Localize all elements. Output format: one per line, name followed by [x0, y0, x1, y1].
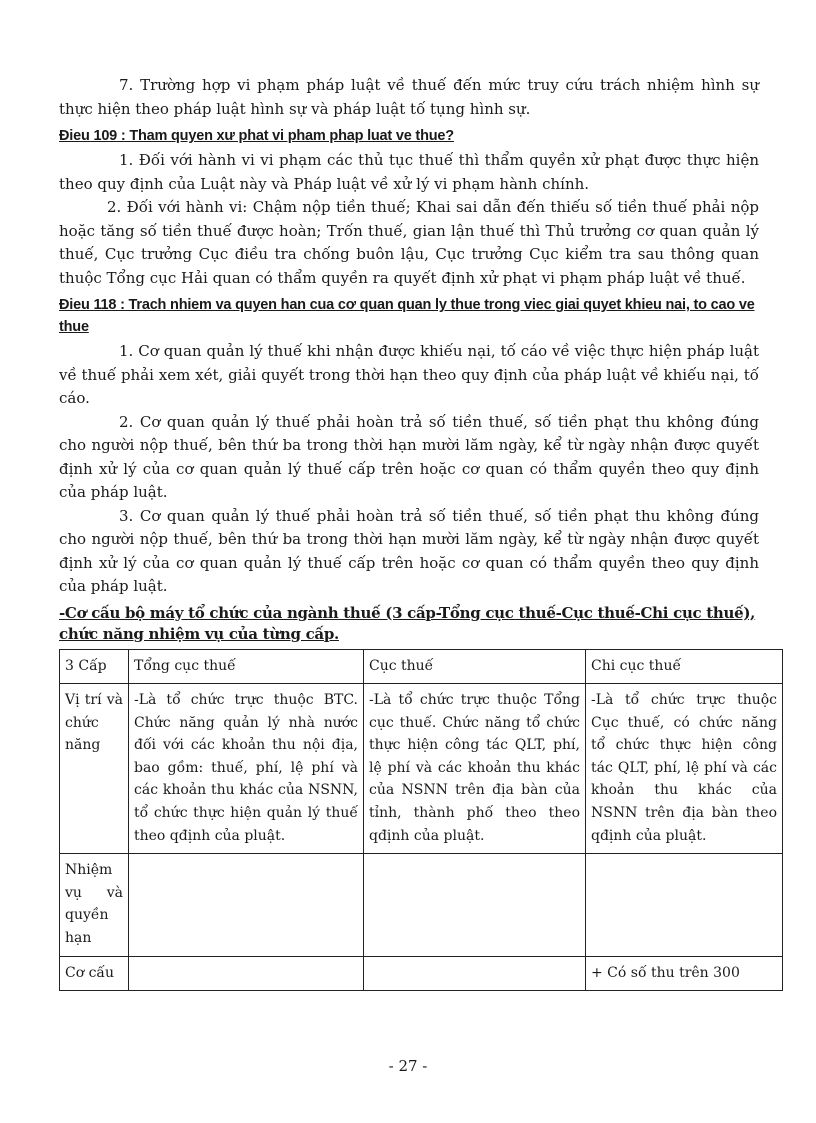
article-118-item-2: 2. Cơ quan quản lý thuế phải hoàn trả số tiền thuế, số tiền phạt thu không đúng cho người nộp thuế, bên thứ ba trong thời hạn mười lăm ngày, kể từ ngày nhận được quyết định xử lý của cơ quan quản lý thuế cấp trên hoặc cơ quan có thẩm quyền theo quy định của pháp luật.	[59, 412, 759, 501]
heading-article-118: Đieu 118 : Trach nhiem va quyen han cua cơ quan quan ly thue trong viec giai quyet khieu nai, to cao ve thue	[59, 297, 755, 335]
table-header-row	[60, 649, 783, 684]
table-cell	[129, 854, 364, 956]
table-cell: Vị trí và chức năng	[60, 684, 129, 854]
table-cell	[129, 956, 364, 991]
table-cell: -Là tổ chức trực thuộc BTC. Chức năng quản lý nhà nước đối với các khoản thu nội địa, bao gồm: thuế, phí, lệ phí và các khoản thu khác của NSNN, tổ chức thực hiện quản lý thuế theo qđịnh của pluật.	[129, 684, 364, 854]
table-cell: Nhiệm vụ và quyền hạn	[60, 854, 129, 956]
table-cell	[364, 854, 586, 956]
table-cell: + Có số thu trên 300	[586, 956, 783, 991]
table-header-cell: 3 Cấp	[60, 649, 129, 684]
heading-article-109: Đieu 109 : Tham quyen xư phat vi pham phap luat ve thue?	[59, 128, 454, 144]
article-118-item-3: 3. Cơ quan quản lý thuế phải hoàn trả số tiền thuế, số tiền phạt thu không đúng cho người nộp thuế, bên thứ ba trong thời hạn mười lăm ngày, kể từ ngày nhận được quyết định xử lý của cơ quan quản lý thuế cấp trên hoặc cơ quan có thẩm quyền theo quy định của pháp luật.	[59, 506, 759, 595]
table-cell: -Là tổ chức trực thuộc Cục thuế, có chức năng tổ chức thực hiện công tác QLT, phí, lệ phí và các khoản thu khác của NSNN trên địa bàn theo qđịnh của pluật.	[586, 684, 783, 854]
article-109-item-1: 1. Đối với hành vi vi phạm các thủ tục thuế thì thẩm quyền xử phạt được thực hiện theo quy định của Luật này và Pháp luật về xử lý vi phạm hành chính.	[59, 151, 759, 193]
table-cell	[586, 854, 783, 956]
document-page	[59, 74, 777, 991]
table-header-cell: Cục thuế	[364, 649, 586, 684]
article-109-item-2: 2. Đối với hành vi: Chậm nộp tiền thuế; Khai sai dẫn đến thiếu số tiền thuế phải nộp hoặc tăng số tiền thuế được hoàn; Trốn thuế, gian lận thuế thì Thủ trưởng cơ quan quản lý thuế, Cục trưởng Cục điều tra chống buôn lậu, Cục trưởng Cục kiểm tra sau thông quan thuộc Tổng cục Hải quan có thẩm quyền ra quyết định xử phạt vi phạm pháp luật về thuế.	[59, 198, 759, 287]
table-cell: Cơ cấu	[60, 956, 129, 991]
table-cell	[364, 956, 586, 991]
table-row	[60, 956, 783, 991]
table-header-cell: Chi cục thuế	[586, 649, 783, 684]
heading-tax-structure: -Cơ cấu bộ máy tổ chức của ngành thuế (3 cấp-Tổng cục thuế-Cục thuế-Chi cục thuế), chức năng nhiệm vụ của từng cấp.	[59, 603, 756, 643]
paragraph-7: 7. Trường hợp vi phạm pháp luật về thuế đến mức truy cứu trách nhiệm hình sự thực hiện theo pháp luật hình sự và pháp luật tố tụng hình sự.	[59, 76, 759, 118]
table-row	[60, 684, 783, 854]
tax-structure-table	[59, 649, 783, 992]
page-number: - 27 -	[388, 1057, 428, 1075]
table-header-cell: Tổng cục thuế	[129, 649, 364, 684]
article-118-item-1: 1. Cơ quan quản lý thuế khi nhận được khiếu nại, tố cáo về việc thực hiện pháp luật về thuế phải xem xét, giải quyết trong thời hạn theo quy định của pháp luật về khiếu nại, tố cáo.	[59, 342, 759, 407]
table-cell: -Là tổ chức trực thuộc Tổng cục thuế. Chức năng tổ chức thực hiện công tác QLT, phí, lệ phí và các khoản thu khác của NSNN trên địa bàn của tỉnh, thành phố theo theo qđịnh của pluật.	[364, 684, 586, 854]
table-row	[60, 854, 783, 956]
